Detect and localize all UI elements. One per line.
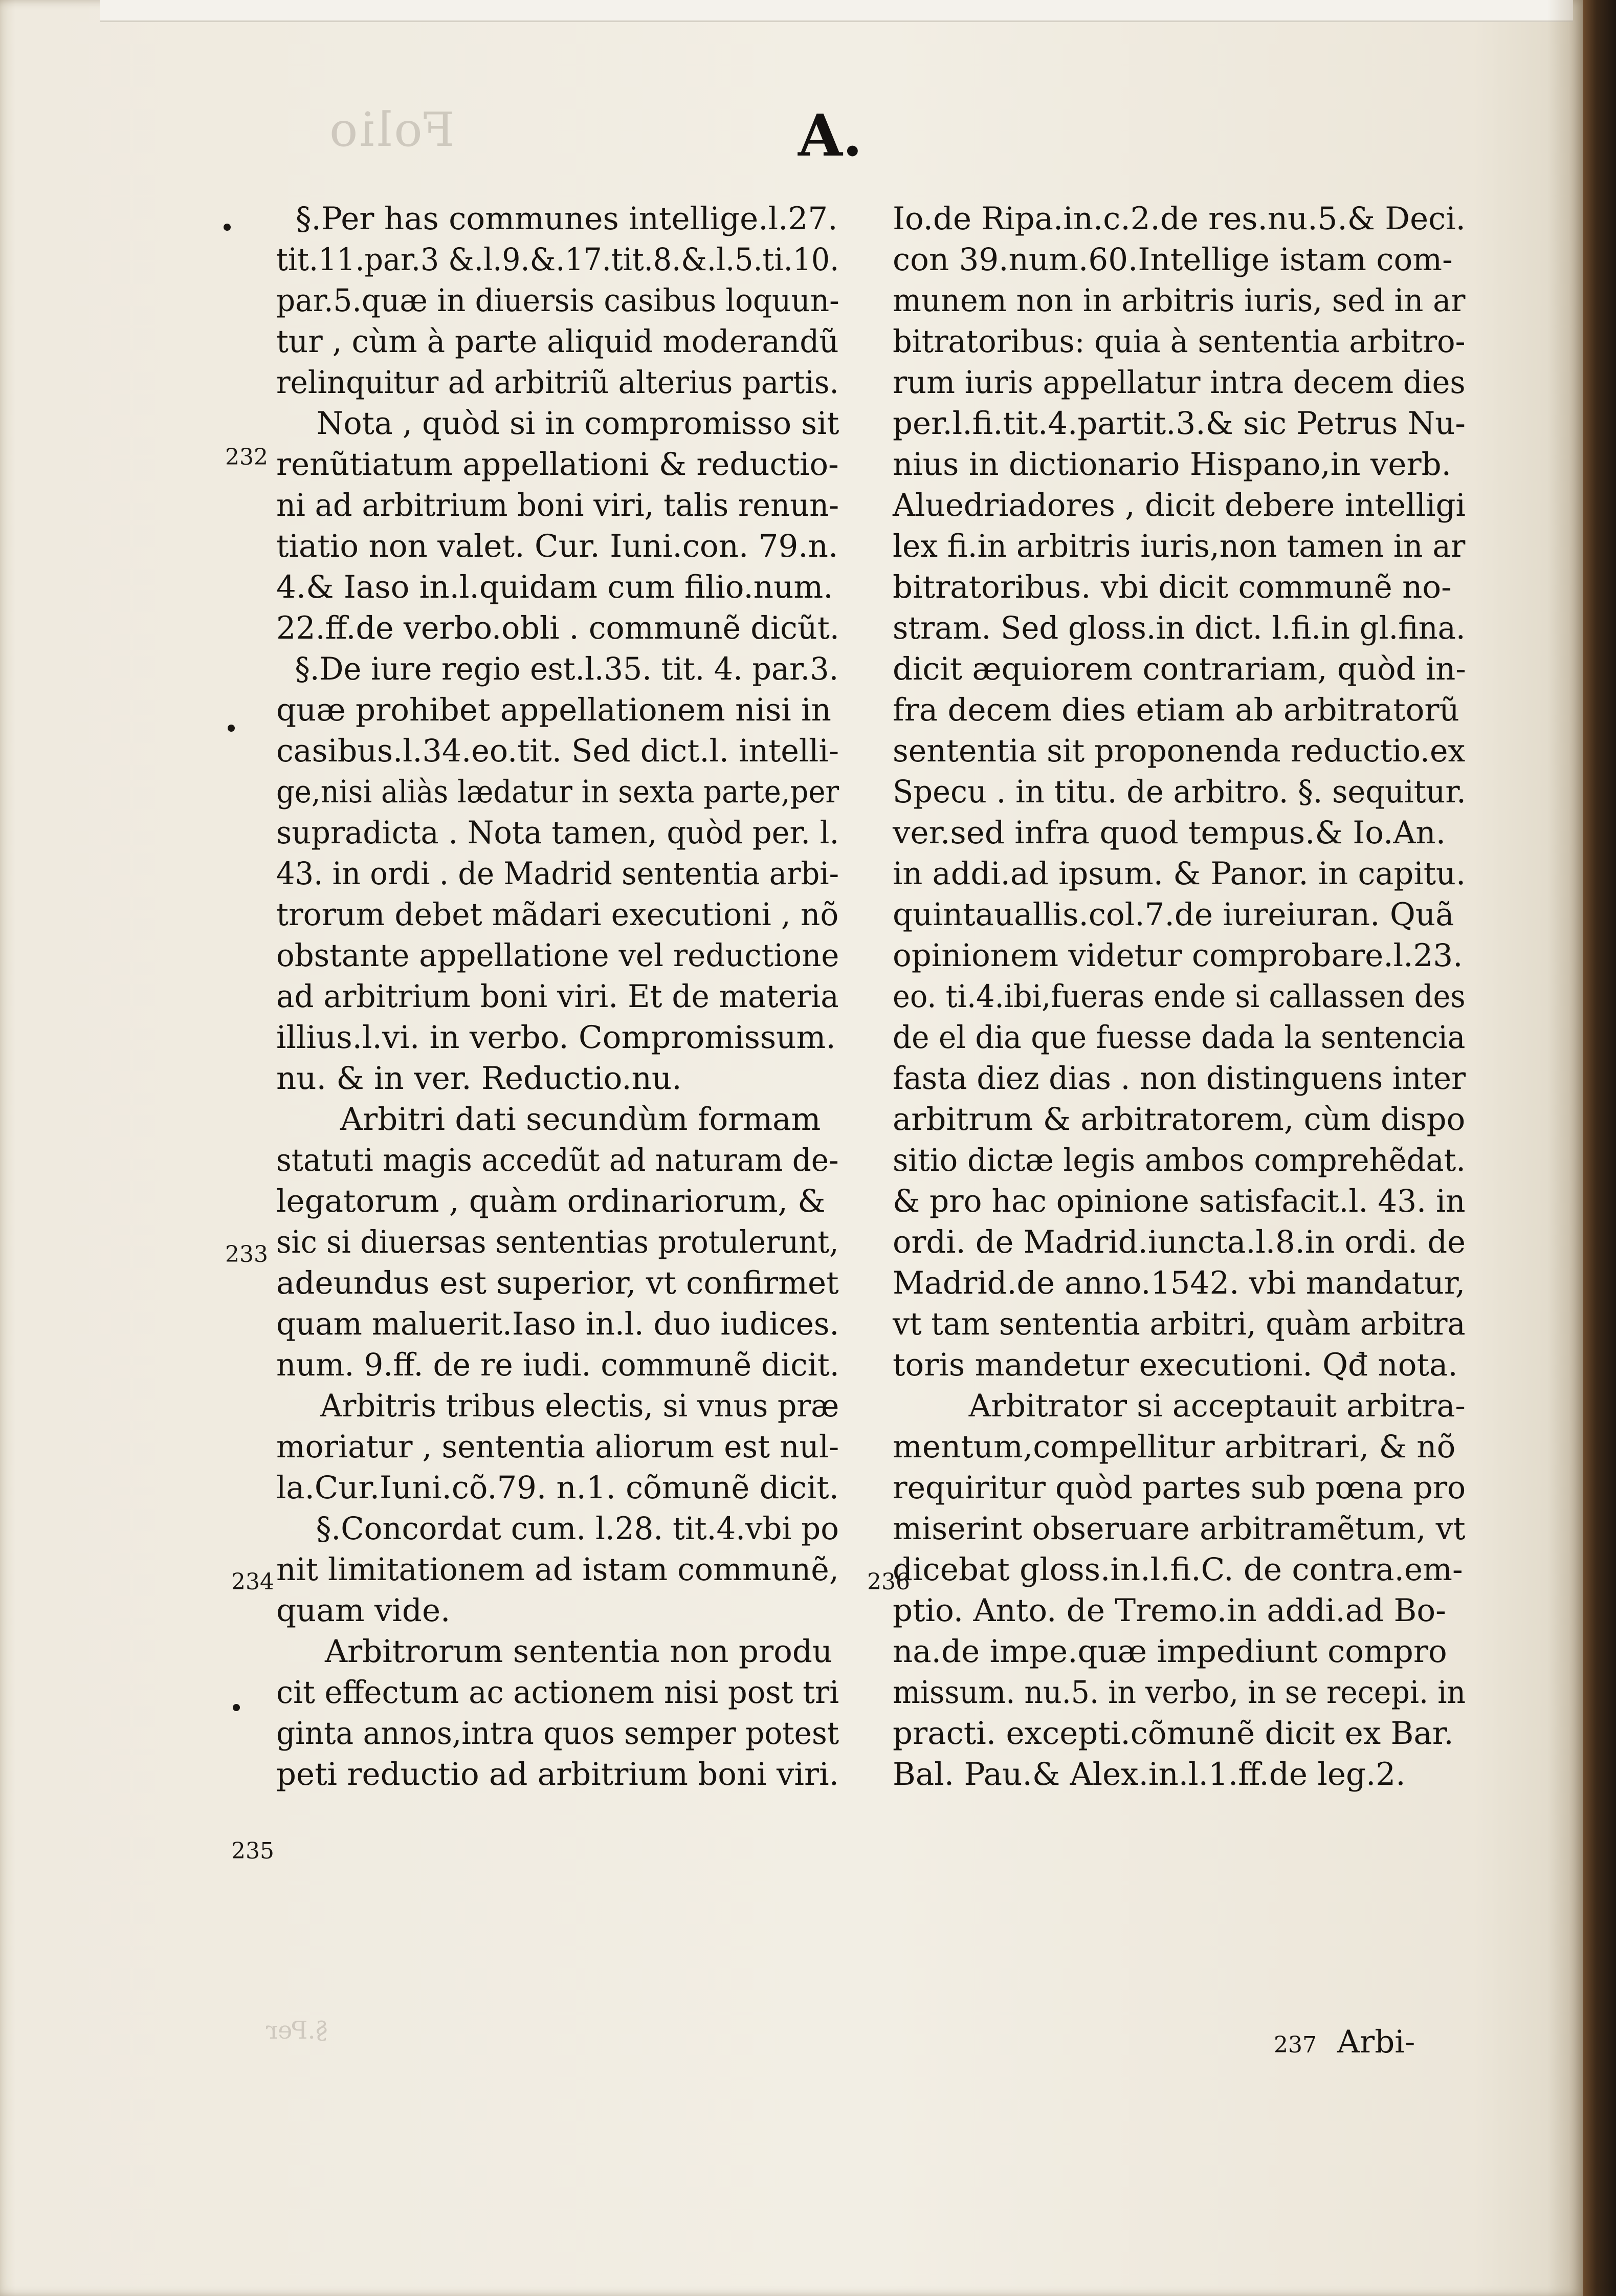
text-line-content: par.5.quæ in diuersis casibus loquun- [276, 282, 839, 319]
text-line-content: toris mandetur executioni. Qđ nota. [893, 1347, 1458, 1383]
text-line [276, 321, 839, 362]
text-line-content: lex fi.in arbitris iuris,non tamen in ar [893, 528, 1466, 564]
text-line-content: tiatio non valet. Cur. Iuni.con. 79.n. [276, 528, 838, 564]
text-line-content: Io.de Ripa.in.c.2.de res.nu.5.& Deci. [893, 201, 1466, 237]
text-line [276, 199, 839, 239]
text-line-content: Madrid.de anno.1542. vbi mandatur, [893, 1265, 1466, 1301]
text-line [276, 649, 839, 690]
text-line [276, 894, 839, 935]
text-line-content: ad arbitrium boni viri. Et de materia [276, 978, 839, 1015]
text-line [276, 1427, 839, 1468]
text-line [276, 567, 839, 608]
text-line [893, 280, 1466, 321]
text-line-content: tit.11.par.3 &.l.9.&.17.tit.8.&.l.5.ti.10. [276, 242, 839, 278]
text-line [893, 894, 1466, 935]
text-line-content: mentum,compellitur arbitrari, & nõ [893, 1429, 1456, 1465]
text-line-content: opinionem videtur comprobare.l.23. [893, 937, 1463, 974]
text-line [893, 731, 1466, 772]
right-text-column [893, 199, 1466, 1795]
text-line-content: nius in dictionario Hispano,in verb. [893, 446, 1452, 483]
text-line [276, 1017, 839, 1058]
text-line-content: ordi. de Madrid.iuncta.l.8.in ordi. de [893, 1224, 1466, 1260]
text-line [893, 485, 1466, 526]
text-line [276, 935, 839, 976]
text-line-content: 22.ff.de verbo.obli . communẽ dicũt. [276, 610, 839, 646]
text-line-content: statuti magis accedũt ad naturam de- [276, 1142, 839, 1178]
signature-mark: A. [798, 102, 862, 169]
left-text-column [276, 199, 839, 1795]
text-line-content: practi. excepti.cõmunẽ dicit ex Bar. [893, 1715, 1454, 1752]
section-bullet [224, 224, 231, 231]
paragraph-number: 233 [225, 1241, 268, 1267]
text-line-content: in addi.ad ipsum. & Panor. in capitu. [893, 856, 1466, 892]
text-line-content: dicit æquiorem contrariam, quòd in- [893, 651, 1466, 687]
text-line-content: stram. Sed gloss.in dict. l.fi.in gl.fina. [893, 610, 1466, 646]
text-line [276, 444, 839, 485]
text-line-content: illius.l.vi. in verbo. Compromissum. [276, 1019, 836, 1056]
text-line-content: sic si diuersas sententias protulerunt, [276, 1224, 839, 1260]
text-line-content: munem non in arbitris iuris, sed in ar [893, 282, 1466, 319]
text-line-content: moriatur , sententia aliorum est nul- [276, 1429, 839, 1465]
text-line [893, 1099, 1466, 1140]
text-line [276, 1468, 839, 1508]
text-line [893, 854, 1466, 894]
text-line [893, 1508, 1466, 1549]
text-line [893, 1713, 1466, 1754]
text-line [893, 1140, 1466, 1181]
text-line-content: §.De iure regio est.l.35. tit. 4. par.3. [295, 651, 839, 687]
text-line-content: de el dia que fuesse dada la sentencia [893, 1019, 1466, 1056]
text-line-content: sitio dictæ legis ambos comprehẽdat. [893, 1142, 1466, 1178]
text-line [893, 935, 1466, 976]
text-line [893, 239, 1466, 280]
text-line-content: rum iuris appellatur intra decem dies [893, 364, 1466, 401]
text-line-content: Aluedriadores , dicit debere intelligi [893, 487, 1466, 523]
text-line [276, 1631, 839, 1672]
text-line-content: §.Per has communes intellige.l.27. [296, 201, 838, 237]
next-paragraph-number: 237 [1274, 2032, 1317, 2058]
paragraph-number: 236 [867, 1569, 910, 1595]
text-line-content: nit limitationem ad istam communẽ, [276, 1551, 839, 1588]
text-line [893, 608, 1466, 649]
text-line-content: ge,nisi aliàs lædatur in sexta parte,per [276, 774, 839, 810]
text-line [276, 485, 839, 526]
text-line-content: dicebat gloss.in.l.fi.C. de contra.em- [893, 1551, 1463, 1588]
text-line [276, 1222, 839, 1263]
page-edge-shadow [1547, 0, 1583, 2296]
text-line [893, 1017, 1466, 1058]
text-line [276, 1508, 839, 1549]
text-line-content: legatorum , quàm ordinariorum, & [276, 1183, 826, 1219]
text-line [276, 362, 839, 403]
text-line [276, 1386, 839, 1427]
text-line-content: tur , cùm à parte aliquid moderandũ [276, 323, 839, 360]
text-line-content: fra decem dies etiam ab arbitratorũ [893, 692, 1459, 728]
paragraph-number: 235 [231, 1838, 274, 1864]
text-line [276, 976, 839, 1017]
text-line-content: supradicta . Nota tamen, quòd per. l. [276, 815, 839, 851]
text-line-content: quintauallis.col.7.de iureiuran. Quã [893, 896, 1454, 933]
text-line [276, 1754, 839, 1795]
text-line [893, 403, 1466, 444]
text-line-content: bitratoribus. vbi dicit communẽ no- [893, 569, 1452, 605]
text-line [893, 1754, 1466, 1795]
text-line-content: 43. in ordi . de Madrid sententia arbi- [276, 856, 839, 892]
text-line [893, 362, 1466, 403]
text-line-content: casibus.l.34.eo.tit. Sed dict.l. intelli- [276, 733, 839, 769]
text-line [893, 567, 1466, 608]
text-line [276, 854, 839, 894]
paragraph-number: 234 [231, 1569, 274, 1595]
text-line-content: adeundus est superior, vt confirmet [276, 1265, 839, 1301]
text-line-content: missum. nu.5. in verbo, in se recepi. in [893, 1674, 1466, 1711]
text-line-content: per.l.fi.tit.4.partit.3.& sic Petrus Nu- [893, 405, 1466, 442]
text-line-content: Arbitris tribus electis, si vnus præ [320, 1388, 839, 1424]
text-line-content: ni ad arbitrium boni viri, talis renun- [276, 487, 839, 523]
text-line-content: 4.& Iaso in.l.quidam cum filio.num. [276, 569, 833, 605]
text-line [893, 772, 1466, 813]
text-line-content: Bal. Pau.& Alex.in.l.1.ff.de leg.2. [893, 1756, 1406, 1792]
text-line-content: trorum debet mãdari executioni , nõ [276, 896, 839, 933]
text-line-content: quam maluerit.Iaso in.l. duo iudices. [276, 1306, 839, 1342]
text-line-content: & pro hac opinione satisfacit.l. 43. in [893, 1183, 1466, 1219]
text-line-content: bitratoribus: quia à sententia arbitro- [893, 323, 1466, 360]
text-line [893, 526, 1466, 567]
text-line-content: Arbitrorum sententia non produ [325, 1633, 833, 1670]
text-line [893, 1427, 1466, 1468]
text-line-content: Nota , quòd si in compromisso sit [316, 405, 839, 442]
text-line-content: vt tam sententia arbitri, quàm arbitra [893, 1306, 1466, 1342]
text-line [893, 1263, 1466, 1304]
text-line [276, 239, 839, 280]
text-line-content: na.de impe.quæ impediunt compro [893, 1633, 1447, 1670]
text-line [276, 1304, 839, 1345]
paragraph-number: 232 [225, 444, 268, 470]
text-line-content: fasta diez dias . non distinguens inter [893, 1060, 1466, 1097]
text-line [276, 690, 839, 731]
catchword [1274, 2024, 1415, 2060]
text-line [276, 813, 839, 854]
text-line [893, 444, 1466, 485]
text-line [276, 731, 839, 772]
text-line-content: sententia sit proponenda reductio.ex [893, 733, 1466, 769]
text-line [893, 649, 1466, 690]
text-line-content: miserint obseruare arbitramẽtum, vt [893, 1511, 1466, 1547]
show-through-text-bottom: §.Per [266, 2016, 328, 2045]
text-line-content: arbitrum & arbitratorem, cùm dispo [893, 1101, 1466, 1138]
text-line-content: peti reductio ad arbitrium boni viri. [276, 1756, 839, 1792]
text-line [893, 1590, 1466, 1631]
catchword-text: Arbi- [1337, 2024, 1415, 2060]
text-line-content: num. 9.ff. de re iudi. communẽ dicit. [276, 1347, 839, 1383]
text-line-content: eo. ti.4.ibi,fueras ende si callassen des [893, 978, 1466, 1015]
text-line-content: requiritur quòd partes sub pœna pro [893, 1470, 1466, 1506]
text-line-content: relinquitur ad arbitriũ alterius partis. [276, 364, 839, 401]
text-line-content: renũtiatum appellationi & reductio- [276, 446, 839, 483]
text-line [893, 813, 1466, 854]
text-line [893, 1386, 1466, 1427]
text-line [893, 1304, 1466, 1345]
text-line-content: ptio. Anto. de Tremo.in addi.ad Bo- [893, 1592, 1446, 1629]
text-line [893, 1222, 1466, 1263]
text-line [276, 1590, 839, 1631]
text-line [893, 1631, 1466, 1672]
text-line-content: quam vide. [276, 1592, 451, 1629]
text-line [276, 403, 839, 444]
top-paper-band [100, 0, 1573, 22]
section-bullet [233, 1704, 240, 1711]
text-line [893, 1468, 1466, 1508]
text-line [276, 1713, 839, 1754]
text-line [893, 1345, 1466, 1386]
text-line-content: ginta annos,intra quos semper potest [276, 1715, 839, 1752]
text-line [276, 526, 839, 567]
text-line [276, 772, 839, 813]
text-line [276, 608, 839, 649]
text-line [893, 321, 1466, 362]
text-line [276, 1672, 839, 1713]
text-line [276, 280, 839, 321]
text-line [893, 1549, 1466, 1590]
book-cover-edge [1583, 0, 1616, 2296]
text-line-content: con 39.num.60.Intellige istam com- [893, 242, 1453, 278]
text-line [276, 1181, 839, 1222]
text-line-content: Specu . in titu. de arbitro. §. sequitur. [893, 774, 1466, 810]
text-line [276, 1345, 839, 1386]
text-line [276, 1099, 839, 1140]
text-line-content: cit effectum ac actionem nisi post tri [276, 1674, 839, 1711]
text-line-content: nu. & in ver. Reductio.nu. [276, 1060, 682, 1097]
text-line [893, 976, 1466, 1017]
text-line [276, 1263, 839, 1304]
text-line [893, 1058, 1466, 1099]
text-line [276, 1058, 839, 1099]
text-line [276, 1549, 839, 1590]
text-line [893, 199, 1466, 239]
text-line [276, 1140, 839, 1181]
show-through-text: Folio [327, 102, 455, 157]
section-bullet [228, 725, 235, 732]
text-line-content: quæ prohibet appellationem nisi in [276, 692, 831, 728]
text-line-content: la.Cur.Iuni.cõ.79. n.1. cõmunẽ dicit. [276, 1470, 839, 1506]
text-line-content: §.Concordat cum. l.28. tit.4.vbi po [316, 1511, 839, 1547]
text-line-content: Arbitrator si acceptauit arbitra- [968, 1388, 1466, 1424]
text-line-content: obstante appellatione vel reductione [276, 937, 839, 974]
text-line [893, 690, 1466, 731]
text-line [893, 1181, 1466, 1222]
text-line-content: Arbitri dati secundùm formam [340, 1101, 821, 1138]
text-line-content: ver.sed infra quod tempus.& Io.An. [893, 815, 1446, 851]
text-line [893, 1672, 1466, 1713]
